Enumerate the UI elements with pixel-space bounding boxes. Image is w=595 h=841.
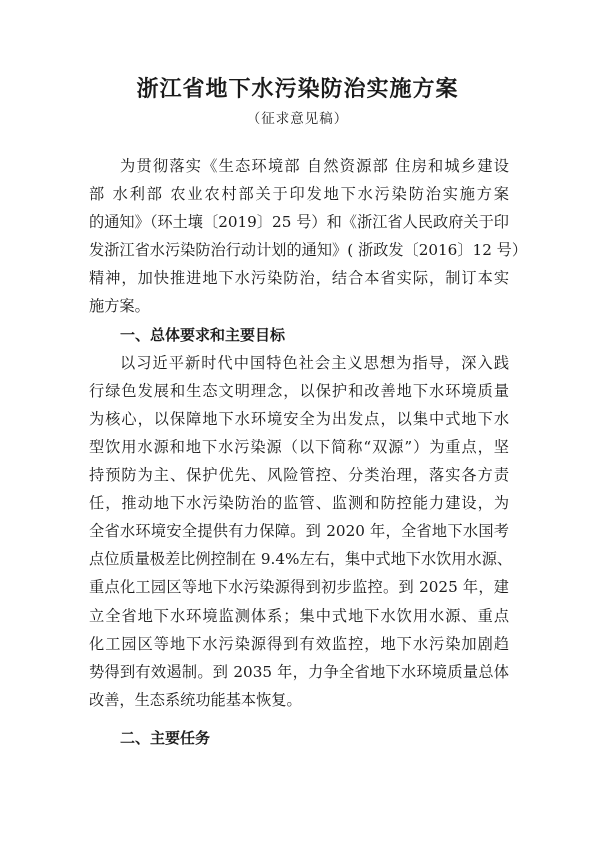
paragraph-line: 发浙江省水污染防治行动计划的通知》( 浙政发〔2016〕12 号）	[89, 241, 528, 260]
paragraph-line: 持预防为主、保护优先、风险管控、分类治理，落实各方责	[89, 466, 509, 485]
section-heading-2: 二、主要任务	[120, 728, 211, 747]
document-subtitle: （征求意见稿）	[246, 111, 349, 127]
paragraph-line: 为核心，以保障地下水环境安全为出发点，以集中式地下水	[89, 409, 509, 428]
paragraph-line: 势得到有效遏制。到 2035 年，力争全省地下水环境质量总体	[89, 662, 509, 681]
paragraph-line: 的通知》（环土壤〔2019〕25 号）和《浙江省人民政府关于印	[89, 213, 509, 232]
section-heading-1: 一、总体要求和主要目标	[120, 325, 286, 344]
paragraph-line: 施方案。	[89, 297, 150, 316]
paragraph-line: 以习近平新时代中国特色社会主义思想为指导，深入践	[120, 353, 509, 372]
paragraph-line: 重点化工园区等地下水污染源得到初步监控。到 2025 年，建	[89, 578, 509, 597]
paragraph-line: 化工园区等地下水污染源得到有效监控，地下水污染加剧趋	[89, 634, 509, 653]
paragraph-line: 点位质量极差比例控制在 9.4%左右，集中式地下水饮用水源、	[89, 550, 513, 569]
paragraph-line: 改善，生态系统功能基本恢复。	[89, 690, 302, 709]
paragraph-line: 行绿色发展和生态文明理念，以保护和改善地下水环境质量	[89, 381, 509, 400]
paragraph-line: 型饮用水源和地下水污染源（以下简称“双源”）为重点，坚	[89, 437, 509, 456]
paragraph-line: 精神，加快推进地下水污染防治，结合本省实际，制订本实	[89, 269, 509, 288]
paragraph-line: 部 水利部 农业农村部关于印发地下水污染防治实施方案	[89, 185, 509, 204]
paragraph-line: 为贯彻落实《生态环境部 自然资源部 住房和城乡建设	[120, 157, 509, 175]
paragraph-line: 任，推动地下水污染防治的监管、监测和防控能力建设，为	[89, 494, 509, 513]
paragraph-line: 立全省地下水环境监测体系；集中式地下水饮用水源、重点	[89, 606, 509, 625]
paragraph-line: 全省水环境安全提供有力保障。到 2020 年，全省地下水国考	[89, 522, 509, 541]
document-body	[89, 152, 528, 752]
document-title: 浙江省地下水污染防治实施方案	[136, 77, 459, 102]
spacer	[89, 714, 509, 724]
